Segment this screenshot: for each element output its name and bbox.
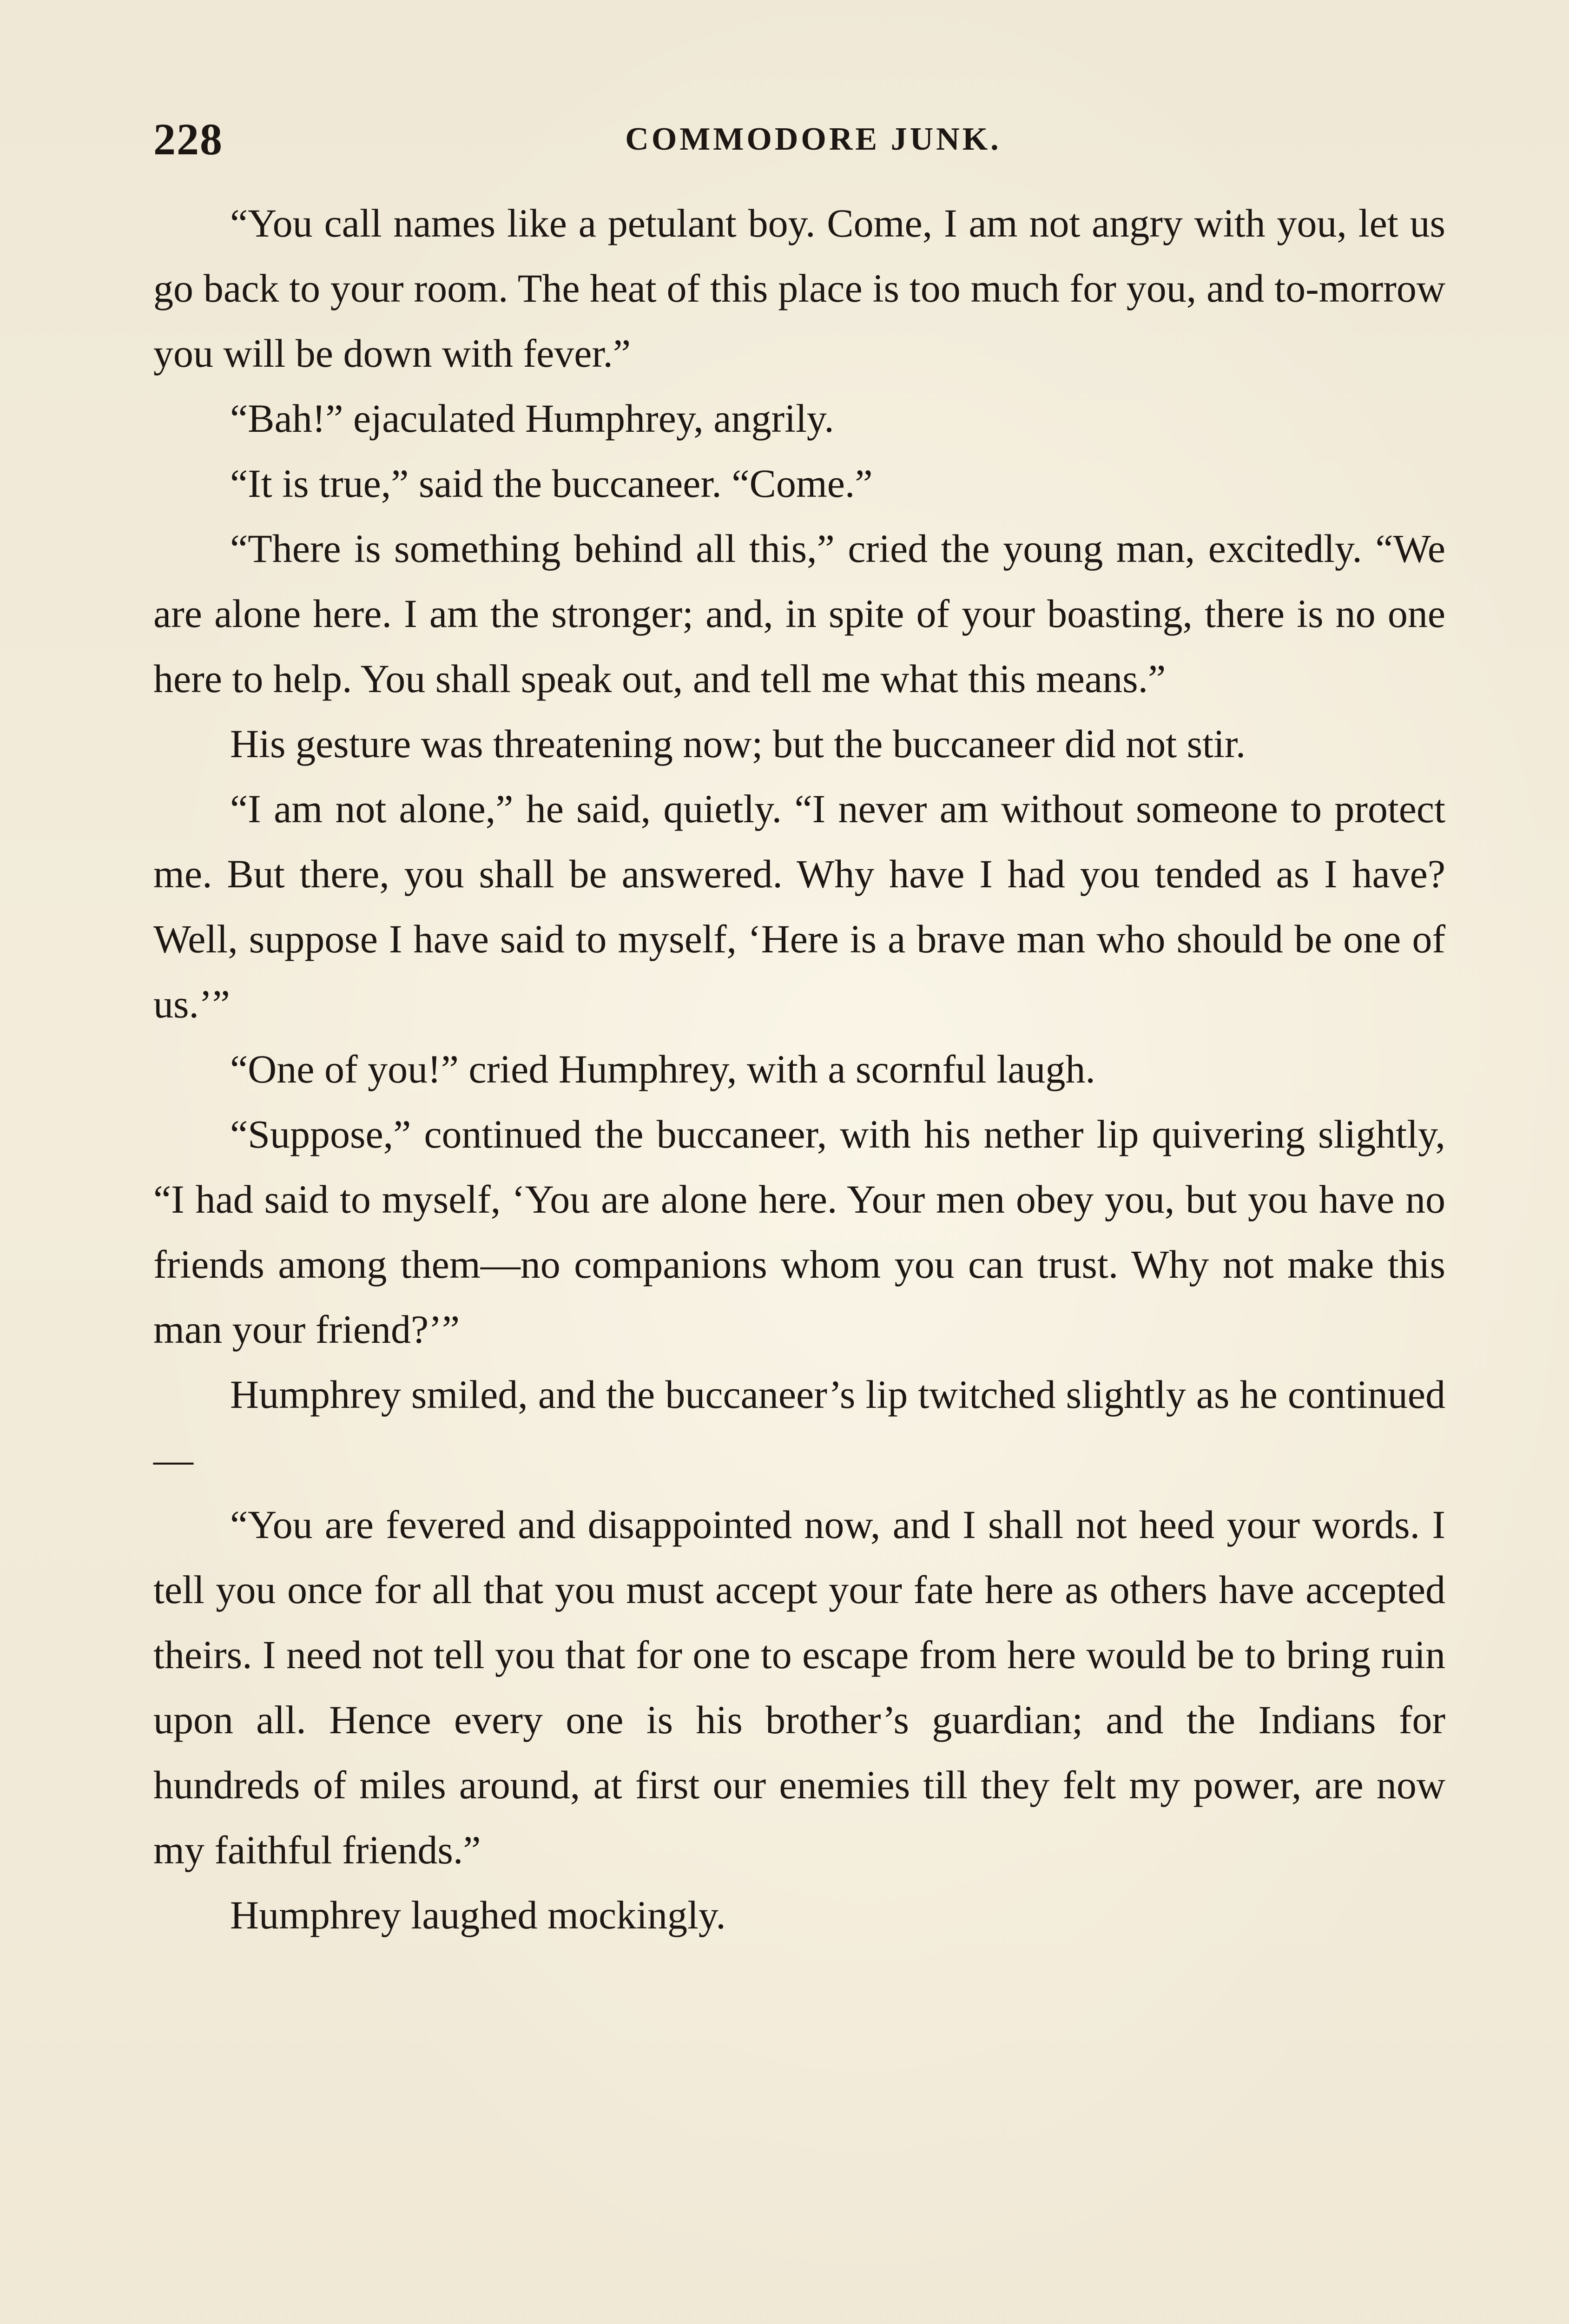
paragraph: “You call names like a petulant boy. Come, I am not angry with you, let us go back to your room. The heat of this place is too much for you, and to-morrow you will be down with fever.” [153, 201, 1445, 376]
page-header [153, 107, 1445, 172]
paragraph: “Suppose,” continued the buccaneer, with his nether lip quivering slightly, “I had said to myself, ‘You are alone here. Your men obey you, but you have no friends among them—no companions whom you can trust. Why not make this man your friend?’” [153, 1112, 1445, 1352]
paragraph: His gesture was threatening now; but the buccaneer did not stir. [230, 721, 1246, 766]
paragraph: “One of you!” cried Humphrey, with a scornful laugh. [230, 1047, 1095, 1091]
page-number: 228 [153, 114, 223, 164]
paragraph: Humphrey laughed mockingly. [230, 1893, 726, 1937]
paragraph: “I am not alone,” he said, quietly. “I never am without someone to protect me. But there, you shall be answered. Why have I had you tended as I have? Well, suppose I have said to myself, ‘Here is a brave man who should be one of us.’” [153, 786, 1445, 1026]
paragraph: Humphrey smiled, and the buccaneer’s lip twitched slightly as he continued— [153, 1372, 1445, 1482]
paragraph: “Bah!” ejaculated Humphrey, angrily. [230, 396, 834, 441]
paragraph: “You are fevered and disappointed now, and I shall not heed your words. I tell you once for all that you must accept your fate here as others have accepted theirs. I need not tell you that for one to escape from here would be to bring ruin upon all. Hence every one is his brother’s guardian; and the Indians for hundreds of miles around, at first our enemies till they felt my power, are now my faithful friends.” [153, 1502, 1445, 1872]
body-text [153, 191, 1445, 1948]
running-title: COMMODORE JUNK. [625, 121, 1002, 157]
paragraph: “There is something behind all this,” cried the young man, excitedly. “We are alone here. I am the stronger; and, in spite of your boasting, there is no one here to help. You shall speak out, and tell me what this means.” [153, 526, 1445, 701]
paragraph: “It is true,” said the buccaneer. “Come.” [230, 461, 873, 506]
